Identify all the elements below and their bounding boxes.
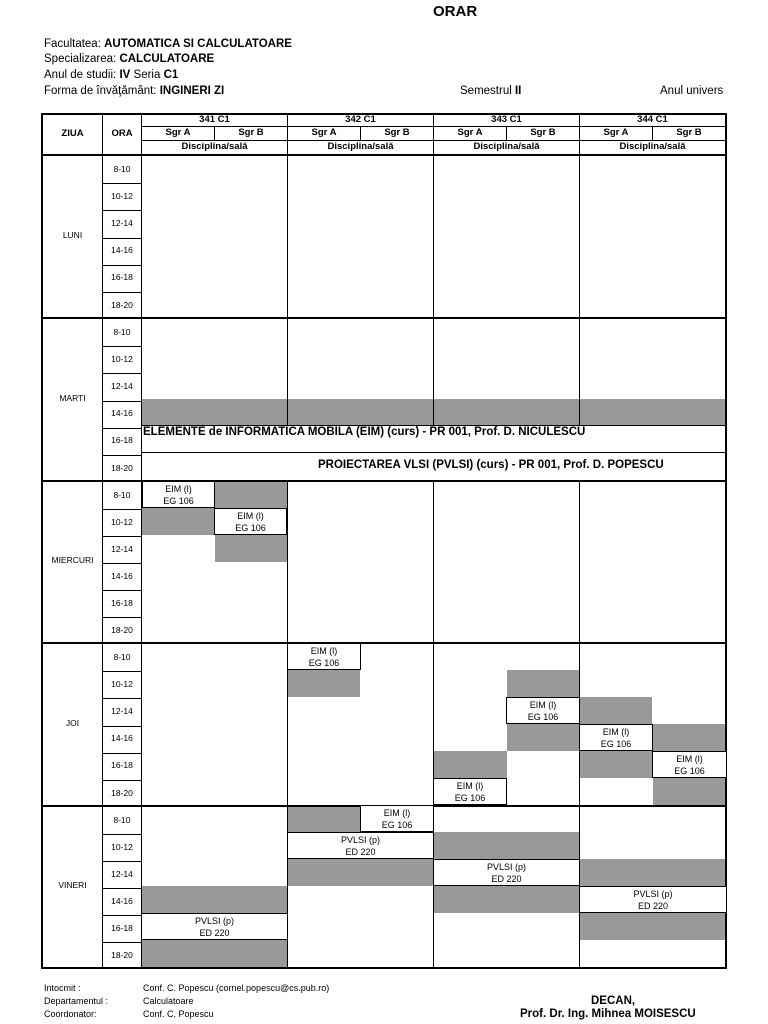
lab-cell: PVLSI (p) ED 220 (433, 859, 580, 886)
lab-cell: EIM (l) EG 106 (360, 805, 434, 832)
group-344: 344 C1 (637, 114, 668, 125)
day-label: MIERCURI (51, 555, 94, 565)
hour-divider (103, 590, 141, 591)
hour-divider (103, 671, 141, 672)
hour-label: 14-16 (111, 570, 133, 581)
hour-divider (103, 698, 141, 699)
hour-label: 8-10 (113, 814, 131, 825)
day-label: JOI (65, 717, 80, 728)
shaded-cell (580, 697, 652, 724)
group-341: 341 C1 (199, 114, 230, 125)
specialization-label: Specializarea: (44, 53, 117, 65)
hour-label: 10-12 (111, 678, 133, 689)
hour-label: 8-10 (113, 651, 131, 662)
hour-label: 12-14 (111, 868, 133, 879)
hour-label: 12-14 (111, 543, 133, 554)
semester-line (460, 85, 521, 97)
eim-course-banner: ELEMENTE de INFORMATICA MOBILA (EIM) (curs) - PR 001, Prof. D. NICULESCU (143, 426, 586, 438)
shaded-cell (215, 535, 287, 562)
series-value: C1 (163, 69, 179, 81)
shaded-cell (580, 913, 727, 940)
year-label: Anul de studii: (44, 69, 117, 81)
hour-label: 10-12 (111, 841, 133, 852)
faculty-value: AUTOMATICA SI CALCULATOARE (104, 38, 292, 50)
hour-divider (103, 455, 141, 456)
shaded-cell (653, 778, 727, 805)
hour-divider (103, 888, 141, 889)
subgroup-a: Sgr A (311, 127, 337, 138)
hour-label: 14-16 (111, 408, 133, 419)
hour-label: 10-12 (111, 190, 133, 201)
subgroup-a: Sgr A (165, 127, 191, 138)
academic-year-label: Anul univers (660, 85, 724, 97)
department-value: Calculatoare (143, 996, 194, 1006)
hour-label: 14-16 (111, 733, 133, 744)
hour-divider (103, 617, 141, 618)
col-day-header: ZIUA (61, 128, 84, 139)
coordinator-value: Conf. C. Popescu (143, 1009, 214, 1019)
hour-label: 8-10 (113, 326, 131, 337)
made-by-value: Conf. C. Popescu (cornel.popescu@cs.pub.ro) (143, 983, 330, 993)
shaded-cell (142, 886, 287, 913)
subgroup-b: Sgr B (676, 127, 702, 138)
pvlsi-course-banner: PROIECTAREA VLSI (PVLSI) (curs) - PR 001, Prof. D. POPESCU (318, 459, 664, 471)
hour-label: 14-16 (111, 895, 133, 906)
hour-divider (103, 942, 141, 943)
day-label: MARTI (59, 392, 86, 403)
department-label: Departamentul : (44, 996, 109, 1006)
shaded-cell (142, 940, 287, 968)
faculty-line (44, 38, 292, 50)
shaded-cell (507, 670, 579, 697)
hour-label: 18-20 (111, 949, 133, 960)
subgroup-b: Sgr B (530, 127, 556, 138)
hour-divider (103, 183, 141, 184)
hour-label: 16-18 (111, 435, 133, 446)
hour-label: 16-18 (111, 922, 133, 933)
specialization-line (44, 53, 214, 65)
hour-label: 8-10 (113, 163, 131, 174)
hour-label: 14-16 (111, 245, 133, 256)
hour-divider (103, 509, 141, 510)
subgroup-b: Sgr B (384, 127, 410, 138)
shaded-cell (288, 806, 360, 832)
subject-room-header: Disciplina/sală (619, 141, 686, 152)
hour-divider (103, 861, 141, 862)
dean-title: DECAN, (591, 995, 636, 1007)
hour-label: 10-12 (111, 516, 133, 527)
shaded-cell (142, 508, 215, 535)
lab-cell: PVLSI (p) ED 220 (287, 832, 434, 859)
hour-label: 12-14 (111, 218, 133, 228)
lab-cell: EIM (l) EG 106 (142, 481, 215, 508)
day-label: LUNI (62, 229, 83, 240)
subgroup-a: Sgr A (603, 127, 629, 138)
made-by-label: Intocmit : (44, 983, 81, 993)
semester-label: Semestrul (460, 85, 512, 97)
dean-name: Prof. Dr. Ing. Mihnea MOISESCU (520, 1008, 696, 1020)
form-label: Forma de învăţământ: (44, 85, 157, 97)
subject-room-header: Disciplina/sală (473, 141, 540, 152)
subject-room-header: Disciplina/sală (327, 141, 394, 152)
coordinator-label: Coordonator: (44, 1009, 97, 1019)
hour-label: 18-20 (111, 624, 133, 635)
hour-label: 16-18 (111, 272, 133, 283)
series-label: Seria (133, 69, 161, 81)
hour-label: 10-12 (111, 353, 133, 364)
semester-value: II (514, 85, 522, 97)
shaded-cell (653, 724, 727, 751)
shaded-cell (142, 399, 727, 425)
hour-divider (103, 210, 141, 211)
col-hour-header: ORA (111, 128, 133, 139)
form-line (44, 85, 224, 97)
hour-label: 18-20 (111, 787, 133, 798)
hour-label: 18-20 (111, 462, 133, 473)
hour-label: 16-18 (111, 760, 133, 771)
lab-cell: EIM (l) EG 106 (652, 751, 727, 778)
lab-cell: PVLSI (p) ED 220 (141, 913, 288, 940)
hour-divider (103, 915, 141, 916)
hour-divider (103, 265, 141, 266)
hour-label: 12-14 (111, 381, 133, 391)
hour-divider (103, 563, 141, 564)
hour-divider (103, 373, 141, 374)
lab-cell: EIM (l) EG 106 (214, 508, 287, 535)
hour-divider (103, 780, 141, 781)
group-343: 343 C1 (491, 114, 522, 125)
shaded-cell (507, 724, 579, 751)
hour-divider (103, 726, 141, 727)
hour-divider (103, 401, 141, 402)
hour-label: 18-20 (111, 299, 133, 310)
faculty-label: Facultatea: (44, 38, 101, 50)
lab-cell: EIM (l) EG 106 (579, 724, 653, 751)
year-line (44, 69, 178, 81)
subject-room-header: Disciplina/sală (181, 141, 248, 152)
hour-label: 12-14 (111, 706, 133, 716)
shaded-cell (434, 751, 507, 778)
hour-divider (103, 834, 141, 835)
hour-divider (103, 346, 141, 347)
shaded-cell (580, 751, 652, 778)
form-value: INGINERI ZI (159, 85, 225, 97)
hour-divider (103, 238, 141, 239)
shaded-cell (288, 859, 433, 886)
shaded-cell (288, 670, 360, 697)
hour-divider (103, 428, 141, 429)
shaded-cell (580, 859, 727, 886)
page-title: ORAR (433, 3, 478, 20)
lab-cell: PVLSI (p) ED 220 (579, 886, 727, 913)
specialization-value: CALCULATOARE (119, 53, 215, 65)
subgroup-a: Sgr A (457, 127, 483, 138)
hour-divider (103, 292, 141, 293)
shaded-cell (434, 832, 579, 859)
lab-cell: EIM (l) EG 106 (506, 697, 580, 724)
subgroup-b: Sgr B (238, 127, 264, 138)
hour-label: 16-18 (111, 597, 133, 608)
lab-cell: EIM (l) EG 106 (433, 778, 507, 805)
group-342: 342 C1 (345, 114, 376, 125)
hour-divider (103, 753, 141, 754)
day-label: VINERI (58, 880, 87, 890)
shaded-cell (434, 886, 579, 913)
hour-label: 8-10 (113, 489, 131, 500)
year-value: IV (119, 69, 131, 81)
hour-divider (103, 536, 141, 537)
lab-cell: EIM (l) EG 106 (287, 643, 361, 670)
shaded-cell (215, 481, 287, 508)
